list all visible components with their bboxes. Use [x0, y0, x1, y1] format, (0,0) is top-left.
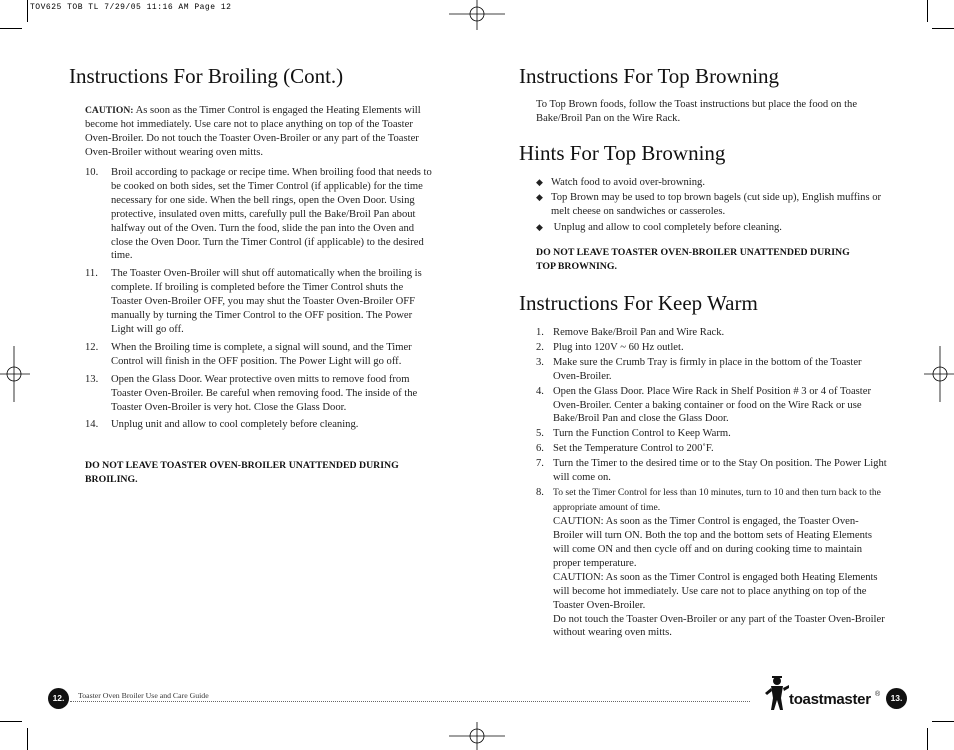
- section-title-keep-warm: Instructions For Keep Warm: [519, 291, 758, 315]
- step-caution: CAUTION: As soon as the Timer Control is engaged, the Toaster Oven-Broiler will turn ON. Both the top and the bottom sets of Heating Elements will come ON and then cycle off and on during cooking time to maintain proper temperature.: [553, 516, 872, 569]
- list-item: [85, 267, 436, 337]
- diamond-bullet-icon: ◆: [536, 177, 543, 187]
- crop-mark: [0, 721, 22, 722]
- list-item: [536, 385, 888, 427]
- step-number: 3.: [536, 356, 544, 368]
- step-caution: CAUTION: As soon as the Timer Control is engaged both Heating Elements will become hot immediately. Use care not to place anything on top of the Toaster Oven-Broiler.: [553, 571, 878, 611]
- step-text: Plug into 120V ~ 60 Hz outlet.: [553, 341, 684, 353]
- crop-mark: [0, 28, 22, 29]
- step-number: 12.: [85, 341, 99, 353]
- list-item: [536, 457, 888, 485]
- page-title-broiling: Instructions For Broiling (Cont.): [69, 64, 344, 88]
- step-number: 10.: [85, 167, 99, 178]
- caution-label: CAUTION:: [85, 105, 134, 116]
- list-item: [536, 427, 888, 441]
- keep-warm-steps: [536, 326, 888, 641]
- registration-mark-bottom: [449, 722, 505, 750]
- step-number: 1.: [536, 327, 544, 338]
- list-item: [536, 442, 888, 456]
- hint-text: Watch food to avoid over-browning.: [551, 177, 705, 188]
- chef-figure-icon: [764, 676, 790, 712]
- list-item: [536, 356, 888, 384]
- crop-mark: [27, 0, 28, 22]
- step-number: 7.: [536, 458, 544, 470]
- step-number: 6.: [536, 443, 544, 455]
- crop-mark: [927, 0, 928, 22]
- list-item: [536, 486, 888, 640]
- registration-mark-top: [449, 0, 505, 30]
- crop-mark: [932, 721, 954, 722]
- list-item: [85, 373, 436, 415]
- diamond-bullet-icon: ◆: [536, 191, 543, 202]
- step-text: Open the Glass Door. Wear protective oven mitts to remove food from Toaster Oven-Broiler. Be careful when removing food. The inside of the Toaster Oven-Broiler is very hot. Close the Glass Door.: [111, 373, 418, 413]
- page-number-right: 13.: [886, 688, 907, 709]
- hints-list: [536, 176, 886, 236]
- step-text: Unplug unit and allow to cool completely before cleaning.: [111, 419, 359, 431]
- logo-wordmark: toastmaster: [789, 691, 871, 708]
- list-item: [536, 326, 888, 340]
- step-text: When the Broiling time is complete, a signal will sound, and the Timer Control will finish in the OFF position. The Power Light will go off.: [111, 341, 412, 367]
- top-browning-warning: DO NOT LEAVE TOASTER OVEN-BROILER UNATTENDED DURING TOP BROWNING.: [536, 247, 850, 272]
- step-number: 11.: [85, 268, 98, 280]
- step-text: Broil according to package or recipe time. When broiling food that needs to be cooked on both sides, set the Timer Control (if applicable) for the time necessary for one side. When the bell rings, open the Oven Door. Using protective, insulated oven mitts, carefully pull the Bake/Broil Pan about halfway out of the Oven. Turn the food, slide the pan into the Oven and close the Oven Door. Turn the Timer Control (if applicable) to the desired time.: [111, 167, 432, 262]
- caution-paragraph: [85, 104, 435, 160]
- list-item: [536, 176, 886, 190]
- step-text: The Toaster Oven-Broiler will shut off automatically when the broiling is complete. If broiling is completed before the Timer Control shuts the Toaster Oven-Broiler OFF, you may shut the Toaster Oven-Broiler OFF manually by turning the Timer Control to the OFF position. The Power Light will go off.: [111, 268, 422, 335]
- broiling-warning: DO NOT LEAVE TOASTER OVEN-BROILER UNATTENDED DURING BROILING.: [85, 460, 399, 485]
- list-item: [85, 418, 436, 432]
- caution-text: As soon as the Timer Control is engaged the Heating Elements will become hot immediately. Use care not to place anything on top of the Toaster Oven-Broiler. Do not touch the Toaster Oven-Broiler or any part of the Toaster Oven-Broiler without wearing oven mitts.: [85, 105, 421, 158]
- list-item: [536, 341, 888, 355]
- top-browning-text: To Top Brown foods, follow the Toast instructions but place the food on the Bake/Broil Pan on the Wire Rack.: [536, 99, 858, 124]
- step-text: To set the Timer Control for less than 10 minutes, turn to 10 and then turn back to the appropriate amount of time.: [553, 486, 881, 513]
- diamond-bullet-icon: ◆: [536, 221, 543, 232]
- registration-mark-left: [0, 346, 30, 402]
- hint-text: Unplug and allow to cool completely before cleaning.: [551, 221, 782, 233]
- footer-guide-title: Toaster Oven Broiler Use and Care Guide: [78, 691, 209, 700]
- step-number: 2.: [536, 341, 544, 353]
- step-caution: Do not touch the Toaster Oven-Broiler or any part of the Toaster Oven-Broiler without wearing oven mitts.: [553, 613, 885, 639]
- hint-text: Top Brown may be used to top brown bagels (cut side up), English muffins or melt cheese on sandwiches or casseroles.: [551, 191, 882, 217]
- printer-slug: TOV625 TOB TL 7/29/05 11:16 AM Page 12: [30, 3, 232, 12]
- step-text: Remove Bake/Broil Pan and Wire Rack.: [553, 327, 725, 338]
- footer-divider: [70, 701, 750, 702]
- step-text: Set the Temperature Control to 200˚F.: [553, 443, 714, 455]
- crop-mark: [932, 28, 954, 29]
- registration-mark-right: [924, 346, 954, 402]
- step-text: Turn the Function Control to Keep Warm.: [553, 428, 731, 440]
- registered-mark: ®: [875, 691, 881, 698]
- toastmaster-logo: [764, 676, 884, 712]
- step-text: Turn the Timer to the desired time or to the Stay On position. The Power Light will come on.: [553, 458, 887, 484]
- list-item: [536, 191, 886, 219]
- step-number: 13.: [85, 373, 99, 385]
- broiling-steps: [85, 166, 436, 436]
- list-item: [536, 221, 886, 235]
- crop-mark: [927, 728, 928, 750]
- section-title-hints: Hints For Top Browning: [519, 141, 726, 165]
- step-number: 14.: [85, 419, 99, 431]
- list-item: [85, 341, 436, 369]
- crop-mark: [27, 728, 28, 750]
- page-number-left: 12.: [48, 688, 69, 709]
- step-number: 8.: [536, 486, 544, 498]
- section-title-top-browning: Instructions For Top Browning: [519, 64, 780, 88]
- step-text: Open the Glass Door. Place Wire Rack in Shelf Position # 3 or 4 of Toaster Oven-Broiler. Center a baking container or food on the Wire Rack or use Bake/Broil Pan and close the Glass Door.: [553, 385, 871, 425]
- step-text: Make sure the Crumb Tray is firmly in place in the bottom of the Toaster Oven-Broiler.: [553, 356, 862, 382]
- list-item: [85, 166, 436, 263]
- step-number: 5.: [536, 428, 544, 440]
- step-number: 4.: [536, 385, 544, 397]
